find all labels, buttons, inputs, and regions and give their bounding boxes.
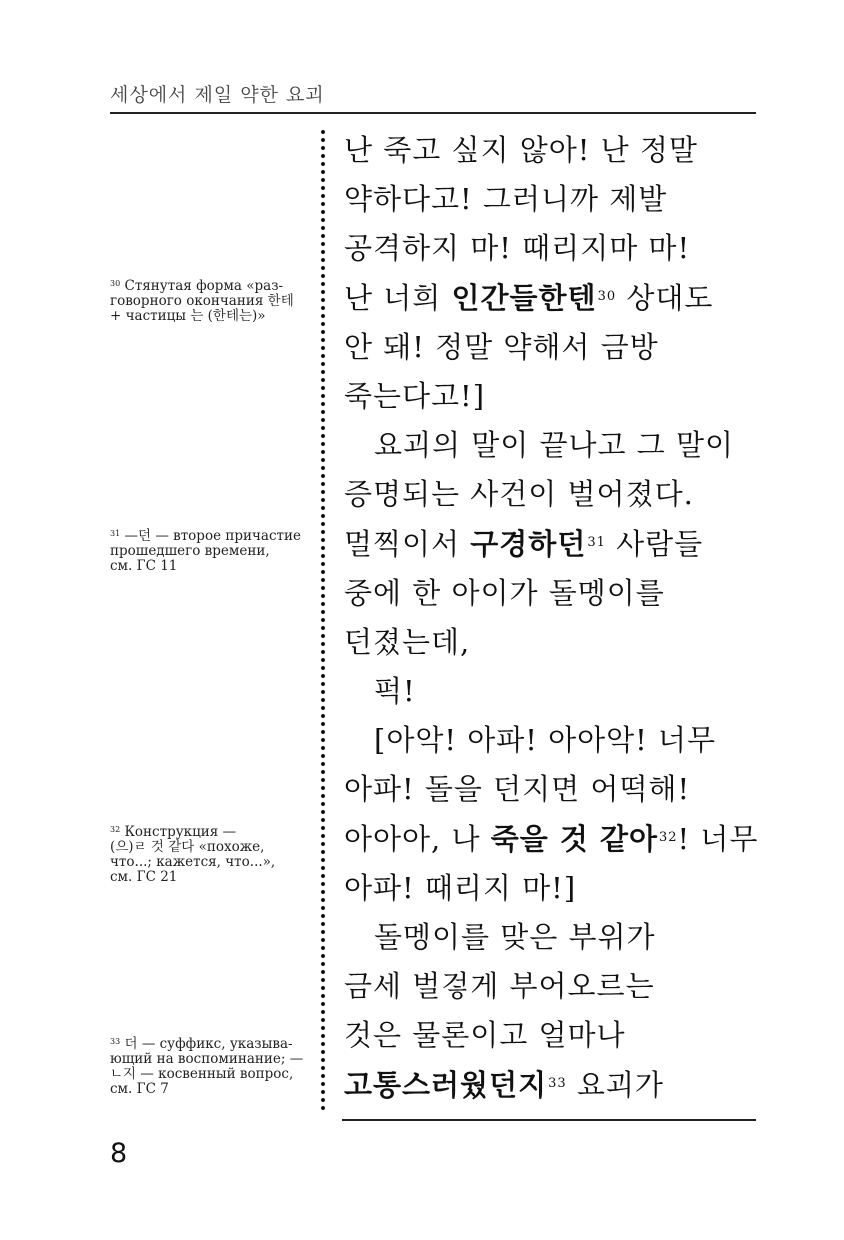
text-run: 난 죽고 싶지 않아! 난 정말 [344, 133, 698, 167]
footnote-text: —던 — второе причастие прошедшего времени, см. ГС 11 [110, 528, 301, 574]
footnote-31 [110, 529, 312, 574]
text-run: 죽는다고!] [344, 378, 486, 413]
footnote-32 [110, 825, 312, 885]
highlighted-term: 인간들한텐 [451, 280, 597, 315]
footnote-30 [110, 279, 312, 324]
text-run: 안 돼! 정말 약해서 금방 [344, 329, 659, 364]
footnote-ref: 30 [597, 288, 617, 304]
main-text [344, 126, 759, 1110]
text-run: 상대도 [616, 280, 714, 315]
footnote-ref: 33 [548, 1075, 567, 1091]
footnote-number: 32 [110, 825, 121, 834]
text-line [344, 1061, 756, 1110]
footnote-text: 더 — суффикс, указыва- ющий на воспоминание; — ㄴ지 — косвенный вопрос, см. ГС 7 [110, 1036, 304, 1097]
text-run: 던졌는데, [344, 624, 471, 659]
text-line [344, 815, 759, 864]
text-run: 요괴의 말이 끝나고 그 말이 [374, 428, 735, 463]
text-line [344, 421, 756, 470]
text-run: 중에 한 아이가 돌멩이를 [344, 575, 665, 610]
text-run: 금세 벌겋게 부어오르는 [344, 969, 655, 1004]
text-line [344, 126, 756, 175]
footnote-text: Стянутая форма «раз- говорного окончания 한테 + частицы 는 (한테는)» [110, 278, 294, 324]
text-line [344, 175, 756, 224]
text-line [344, 765, 756, 814]
text-run: 사람들 [605, 526, 704, 561]
text-line [344, 274, 756, 323]
text-line [344, 470, 756, 519]
text-line [344, 372, 756, 421]
text-line [344, 323, 756, 372]
text-line [344, 716, 756, 765]
text-run: 약하다고! 그러니까 제발 [344, 182, 668, 217]
footnote-ref: 32 [658, 829, 678, 845]
highlighted-term: 죽을 것 같아 [490, 821, 658, 856]
page-number: 8 [110, 1138, 128, 1169]
text-run: 증명되는 사건이 벌어졌다. [344, 477, 694, 512]
footer-rule [342, 1119, 756, 1121]
footnote-33 [110, 1037, 312, 1097]
text-line [344, 667, 756, 716]
text-run: 퍽! [374, 674, 416, 709]
text-run: 것은 물론이고 얼마나 [344, 1018, 626, 1053]
text-run: 멀찍이서 [344, 526, 471, 561]
running-head: 세상에서 제일 약한 요괴 [110, 84, 325, 106]
text-line [344, 224, 756, 273]
text-line [344, 618, 756, 667]
footnote-number: 30 [110, 279, 121, 288]
text-line [344, 1011, 756, 1060]
footnote-ref: 31 [587, 534, 606, 550]
text-line [344, 520, 756, 569]
text-run: 아아아, 나 [344, 821, 491, 856]
text-run: 요괴가 [566, 1067, 664, 1102]
highlighted-term: 구경하던 [470, 526, 587, 561]
text-run: ! 너무 [677, 821, 759, 856]
highlighted-term: 고통스러웠던지 [344, 1067, 548, 1102]
footnote-number: 33 [110, 1037, 121, 1046]
text-run: 공격하지 마! 때리지마 마! [344, 231, 691, 266]
text-run: 난 너희 [344, 280, 452, 315]
text-run: 아파! 때리지 마!] [344, 870, 577, 905]
footnote-number: 31 [110, 529, 121, 538]
dotted-divider [320, 128, 326, 1110]
text-run: 아파! 돌을 던지면 어떡해! [344, 772, 691, 807]
text-run: 돌멩이를 맞은 부위가 [374, 920, 656, 954]
header-rule [110, 112, 756, 114]
footnote-text: Конструкция — (으)ㄹ 것 같다 «похоже, что...; кажется, что...», см. ГС 21 [110, 824, 276, 885]
text-line [344, 569, 756, 618]
text-line [344, 913, 756, 962]
text-line [344, 864, 756, 913]
text-run: [아악! 아파! 아아악! 너무 [374, 723, 717, 758]
text-line [344, 962, 756, 1011]
